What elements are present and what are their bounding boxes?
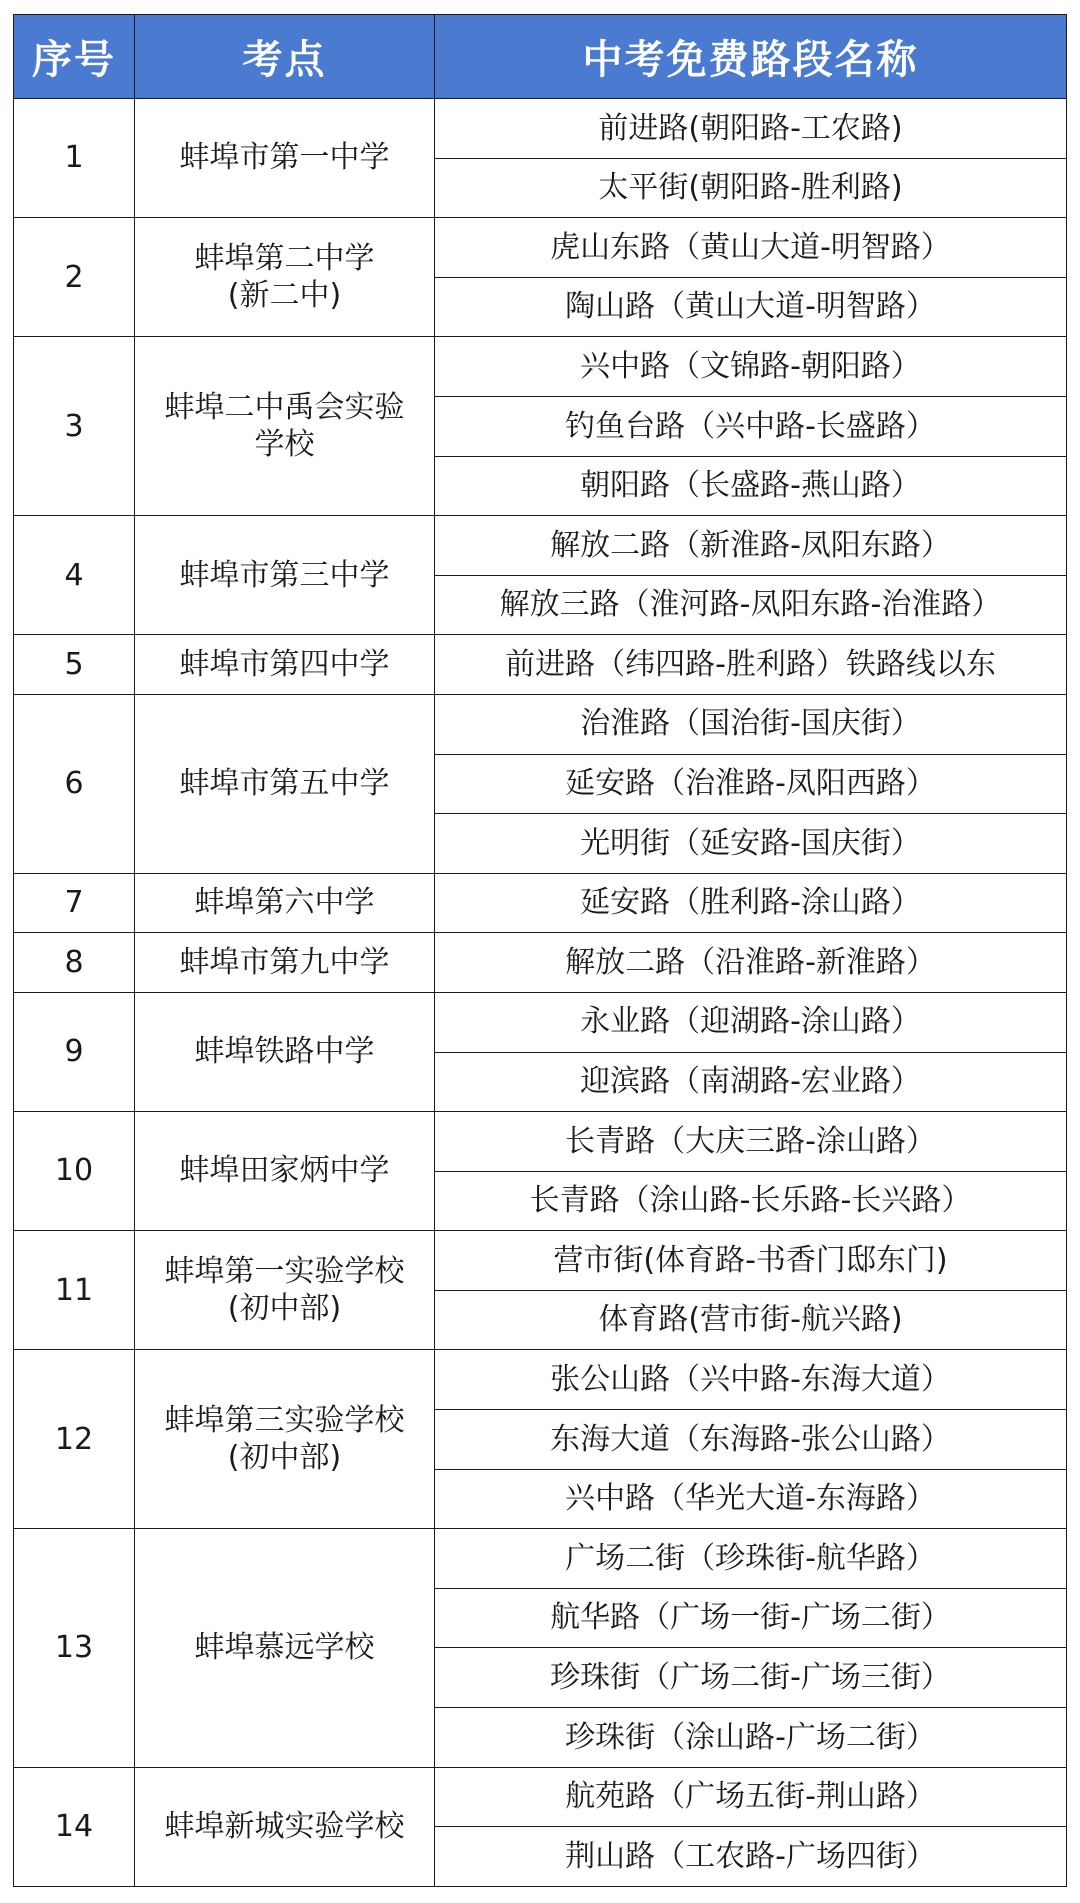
exam-site-name-line: (初中部): [227, 1291, 342, 1327]
exam-site-name-line: 学校: [254, 427, 315, 463]
road-name-cell: 体育路(营市街-航兴路): [435, 1290, 1067, 1350]
road-name-cell: 虎山东路（黄山大道-明智路）: [435, 218, 1067, 278]
road-name-cell: 朝阳路（长盛路-燕山路）: [435, 456, 1067, 516]
table-row: [14, 1767, 1067, 1827]
exam-site-name-line: 蚌埠市第四中学: [179, 646, 390, 682]
serial-number-cell: 9: [14, 992, 135, 1111]
serial-number-cell: 3: [14, 337, 135, 516]
road-name-cell: 延安路（治淮路-凤阳西路）: [435, 754, 1067, 814]
exam-site-cell: [135, 635, 435, 695]
serial-number-cell: 2: [14, 218, 135, 337]
exam-site-name-line: 蚌埠田家炳中学: [179, 1153, 390, 1189]
exam-site-name-line: 蚌埠二中禹会实验: [164, 389, 405, 425]
exam-site-name-line: 蚌埠市第五中学: [179, 766, 390, 802]
road-name-cell: 航华路（广场一街-广场二街）: [435, 1588, 1067, 1648]
road-name-cell: 永业路（迎湖路-涂山路）: [435, 992, 1067, 1052]
road-name-cell: 航苑路（广场五街-荆山路）: [435, 1767, 1067, 1827]
serial-number-cell: 4: [14, 516, 135, 635]
road-name-cell: 太平街(朝阳路-胜利路): [435, 158, 1067, 218]
road-name-cell: 光明街（延安路-国庆街）: [435, 814, 1067, 874]
exam-site-cell: [135, 337, 435, 516]
table-body: [14, 99, 1067, 1887]
serial-number-cell: 7: [14, 873, 135, 933]
table-row: [14, 694, 1067, 754]
header-row: [14, 15, 1067, 99]
road-name-cell: 陶山路（黄山大道-明智路）: [435, 277, 1067, 337]
road-name-cell: 长青路（大庆三路-涂山路）: [435, 1112, 1067, 1172]
table-row: [14, 635, 1067, 695]
table-row: [14, 99, 1067, 159]
exam-site-name-line: 蚌埠第一实验学校: [164, 1253, 405, 1289]
exam-site-cell: [135, 1112, 435, 1231]
serial-number-cell: 8: [14, 933, 135, 993]
exam-site-cell: [135, 1231, 435, 1350]
road-name-cell: 治淮路（国治街-国庆街）: [435, 694, 1067, 754]
road-name-cell: 兴中路（文锦路-朝阳路）: [435, 337, 1067, 397]
header-exam-site: 考点: [135, 15, 435, 99]
road-name-cell: 延安路（胜利路-涂山路）: [435, 873, 1067, 933]
road-name-cell: 张公山路（兴中路-东海大道）: [435, 1350, 1067, 1410]
road-name-cell: 珍珠街（广场二街-广场三街）: [435, 1648, 1067, 1708]
road-name-cell: 荆山路（工农路-广场四街）: [435, 1827, 1067, 1887]
exam-site-cell: [135, 516, 435, 635]
exam-site-cell: [135, 99, 435, 218]
serial-number-cell: 14: [14, 1767, 135, 1886]
road-name-cell: 长青路（涂山路-长乐路-长兴路）: [435, 1171, 1067, 1231]
serial-number-cell: 12: [14, 1350, 135, 1529]
exam-site-name-line: 蚌埠慕远学校: [194, 1630, 375, 1666]
table-row: [14, 1231, 1067, 1291]
serial-number-cell: 10: [14, 1112, 135, 1231]
exam-site-name-line: 蚌埠第二中学: [194, 240, 375, 276]
road-name-cell: 兴中路（华光大道-东海路）: [435, 1469, 1067, 1529]
exam-site-cell: [135, 933, 435, 993]
road-name-cell: 营市街(体育路-书香门邸东门): [435, 1231, 1067, 1291]
exam-site-name-line: 蚌埠市第九中学: [179, 944, 390, 980]
exam-site-cell: [135, 694, 435, 873]
exam-free-roads-table: [13, 14, 1067, 1887]
exam-site-cell: [135, 1350, 435, 1529]
table-header: [14, 15, 1067, 99]
road-name-cell: 解放二路（沿淮路-新淮路）: [435, 933, 1067, 993]
exam-site-name-line: 蚌埠第三实验学校: [164, 1402, 405, 1438]
exam-site-name-line: 蚌埠第六中学: [194, 885, 375, 921]
road-name-cell: 迎滨路（南湖路-宏业路）: [435, 1052, 1067, 1112]
exam-site-cell: [135, 1529, 435, 1767]
serial-number-cell: 5: [14, 635, 135, 695]
exam-site-name-line: 蚌埠新城实验学校: [164, 1808, 405, 1844]
header-road-name: 中考免费路段名称: [435, 15, 1067, 99]
road-name-cell: 前进路(朝阳路-工农路): [435, 99, 1067, 159]
exam-site-name-line: 蚌埠市第一中学: [179, 140, 390, 176]
table-row: [14, 337, 1067, 397]
table-row: [14, 218, 1067, 278]
road-name-cell: 解放二路（新淮路-凤阳东路）: [435, 516, 1067, 576]
table-row: [14, 516, 1067, 576]
road-name-cell: 广场二街（珍珠街-航华路）: [435, 1529, 1067, 1589]
exam-site-name-line: 蚌埠市第三中学: [179, 557, 390, 593]
exam-site-name-line: 蚌埠铁路中学: [194, 1034, 375, 1070]
road-name-cell: 前进路（纬四路-胜利路）铁路线以东: [435, 635, 1067, 695]
exam-site-name-line: (新二中): [227, 278, 342, 314]
road-name-cell: 珍珠街（涂山路-广场二街）: [435, 1708, 1067, 1768]
road-name-cell: 解放三路（淮河路-凤阳东路-治淮路）: [435, 575, 1067, 635]
serial-number-cell: 13: [14, 1529, 135, 1767]
serial-number-cell: 1: [14, 99, 135, 218]
exam-site-cell: [135, 218, 435, 337]
serial-number-cell: 6: [14, 694, 135, 873]
header-serial-number: 序号: [14, 15, 135, 99]
table-row: [14, 1112, 1067, 1172]
exam-site-cell: [135, 1767, 435, 1886]
table-row: [14, 992, 1067, 1052]
table-row: [14, 1350, 1067, 1410]
road-name-cell: 钓鱼台路（兴中路-长盛路）: [435, 396, 1067, 456]
exam-site-name-line: (初中部): [227, 1440, 342, 1476]
exam-site-cell: [135, 873, 435, 933]
table-row: [14, 933, 1067, 993]
exam-site-cell: [135, 992, 435, 1111]
table-row: [14, 1529, 1067, 1589]
serial-number-cell: 11: [14, 1231, 135, 1350]
table-row: [14, 873, 1067, 933]
road-name-cell: 东海大道（东海路-张公山路）: [435, 1410, 1067, 1470]
